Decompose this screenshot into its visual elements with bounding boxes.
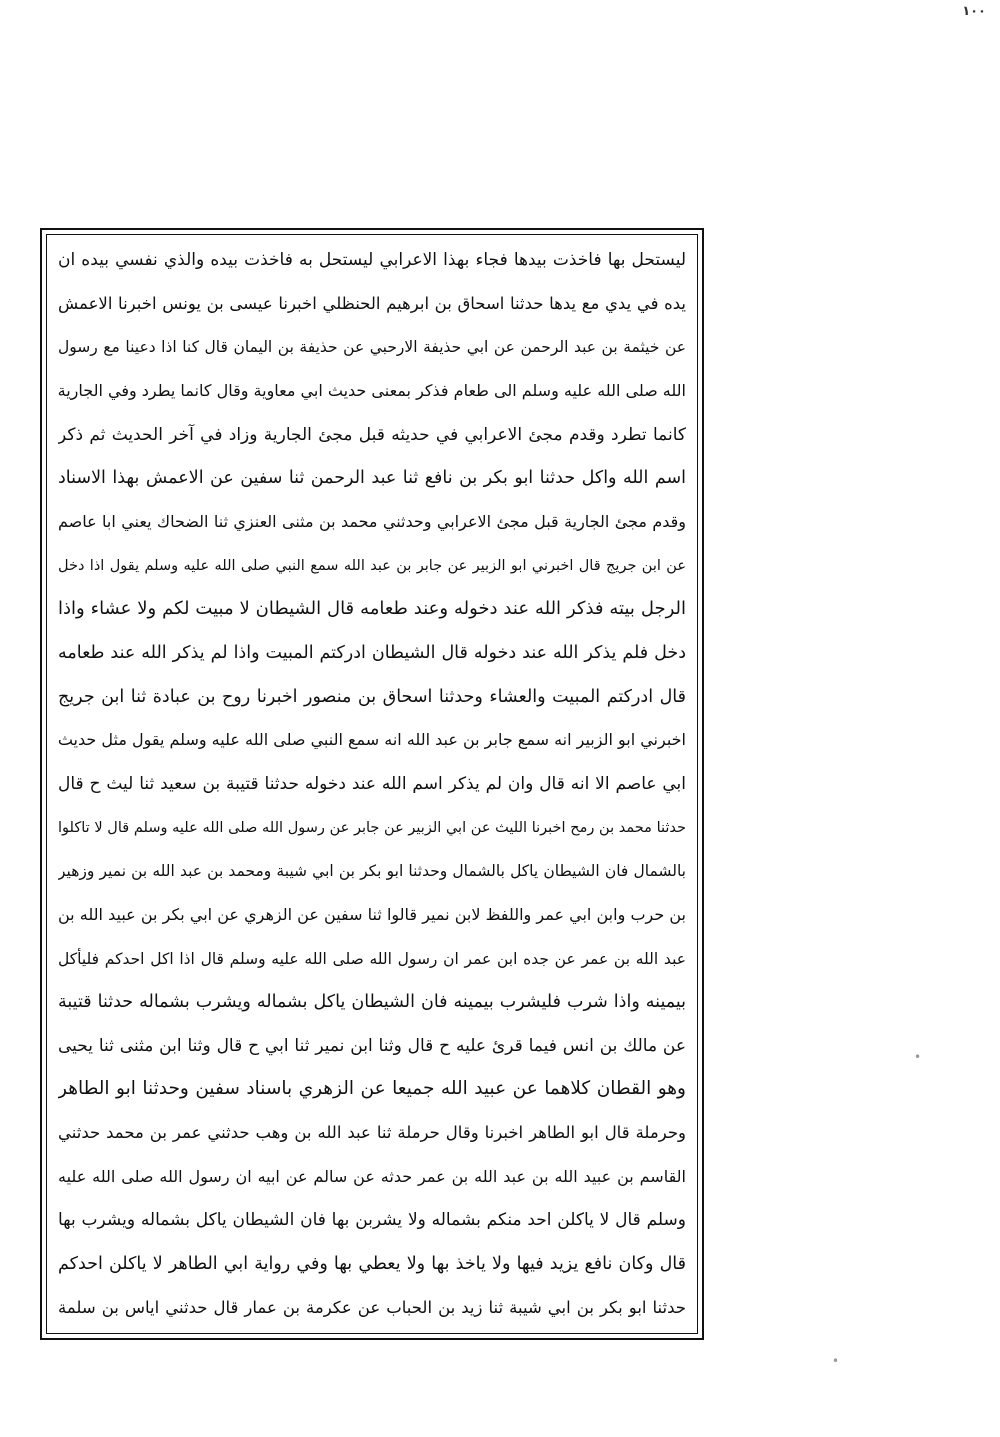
manuscript-text-block xyxy=(58,238,686,1332)
text-line: دخل فلم يذكر الله عند دخوله قال الشيطان ادركتم المبيت واذا لم يذكر الله عند طعامه xyxy=(58,642,686,663)
text-line: قال وكان نافع يزيد فيها ولا ياخذ بها ولا يعطي بها وفي رواية ابي الطاهر لا ياكلن احدكم xyxy=(58,1254,686,1275)
text-line: بن حرب وابن ابي عمر واللفظ لابن نمير قالوا ثنا سفين عن الزهري عن ابي بكر بن عبيد الله بن xyxy=(58,904,686,924)
text-line: عبد الله بن عمر عن جده ابن عمر ان رسول الله صلى الله عليه وسلم قال اذا اكل احدكم فليأكل xyxy=(58,949,686,968)
text-line: عن مالك بن انس فيما قرئ عليه ح قال وثنا ابن نمير ثنا ابي ح قال وثنا ابن مثنى ثنا يحيى xyxy=(58,1035,686,1056)
margin-speck: • xyxy=(832,1354,840,1368)
text-line: اخبرني ابو الزبير انه سمع جابر بن عبد الله انه سمع النبي صلى الله عليه وسلم يقول مثل حديث xyxy=(58,730,686,750)
text-line: وقدم مجئ الجارية قبل مجئ الاعرابي وحدثني محمد بن مثنى العنزي ثنا الضحاك يعني ابا عاصم xyxy=(58,511,686,531)
text-line: القاسم بن عبيد الله بن عبد الله بن عمر حدثه عن سالم عن ابيه ان رسول الله صلى الله عليه xyxy=(58,1166,686,1186)
text-line: الرجل بيته فذكر الله عند دخوله وعند طعامه قال الشيطان لا مبيت لكم ولا عشاء واذا xyxy=(58,598,686,620)
text-line: وهو القطان كلاهما عن عبيد الله جميعا عن الزهري باسناد سفين وحدثنا ابو الطاهر xyxy=(58,1078,686,1100)
text-line: عن خيثمة بن عبد الرحمن عن ابي حذيفة الارحبي عن حذيفة بن اليمان قال كنا اذا دعينا مع رسول xyxy=(58,338,686,357)
page-number: ١٠٠ xyxy=(962,4,986,19)
text-line: حدثنا محمد بن رمح اخبرنا الليث عن ابي الزبير عن جابر عن رسول الله صلى الله عليه وسلم قال لا تاكلوا xyxy=(58,819,686,836)
text-line: قال ادركتم المبيت والعشاء وحدثنا اسحاق بن منصور اخبرنا روح بن عبادة ثنا ابن جريج xyxy=(58,686,686,707)
text-line: اسم الله واكل حدثنا ابو بكر بن نافع ثنا عبد الرحمن ثنا سفين عن الاعمش بهذا الاسناد xyxy=(58,468,686,489)
text-line: حدثنا ابو بكر بن ابي شيبة ثنا زيد بن الحباب عن عكرمة بن عمار قال حدثني اياس بن سلمة xyxy=(58,1297,686,1317)
text-line: وسلم قال لا ياكلن احد منكم بشماله ولا يشربن بها فان الشيطان ياكل بشماله ويشرب بها xyxy=(58,1210,686,1231)
margin-speck: • xyxy=(914,1050,922,1064)
text-line: يده في يدي مع يدها حدثنا اسحاق بن ابرهيم الحنظلي اخبرنا عيسى بن يونس اخبرنا الاعمش xyxy=(58,293,686,313)
text-line: عن ابن جريج قال اخبرني ابو الزبير عن جابر بن عبد الله سمع النبي صلى الله عليه وسلم يقول اذا دخل xyxy=(58,557,686,574)
text-line: بيمينه واذا شرب فليشرب بيمينه فان الشيطان ياكل بشماله ويشرب بشماله حدثنا قتيبة xyxy=(58,992,686,1013)
text-line: ليستحل بها فاخذت بيدها فجاء بهذا الاعرابي ليستحل به فاخذت بيده والذي نفسي بيده ان xyxy=(58,250,686,270)
text-line: الله صلى الله عليه وسلم الى طعام فذكر بمعنى حديث ابي معاوية وقال كانما يطرد وفي الجارية xyxy=(58,380,686,400)
text-line: ابي عاصم الا انه قال وان لم يذكر اسم الله عند دخوله حدثنا قتيبة بن سعيد ثنا ليث ح قال xyxy=(58,773,686,794)
text-line: وحرملة قال ابو الطاهر اخبرنا وقال حرملة ثنا عبد الله بن وهب حدثني عمر بن محمد حدثني xyxy=(58,1123,686,1143)
text-line: كانما تطرد وقدم مجئ الاعرابي في حديثه قبل مجئ الجارية وزاد في آخر الحديث ثم ذكر xyxy=(58,424,686,445)
text-line: بالشمال فان الشيطان ياكل بالشمال وحدثنا ابو بكر بن ابي شيبة ومحمد بن عبد الله بن نمير وزهير xyxy=(58,862,686,881)
